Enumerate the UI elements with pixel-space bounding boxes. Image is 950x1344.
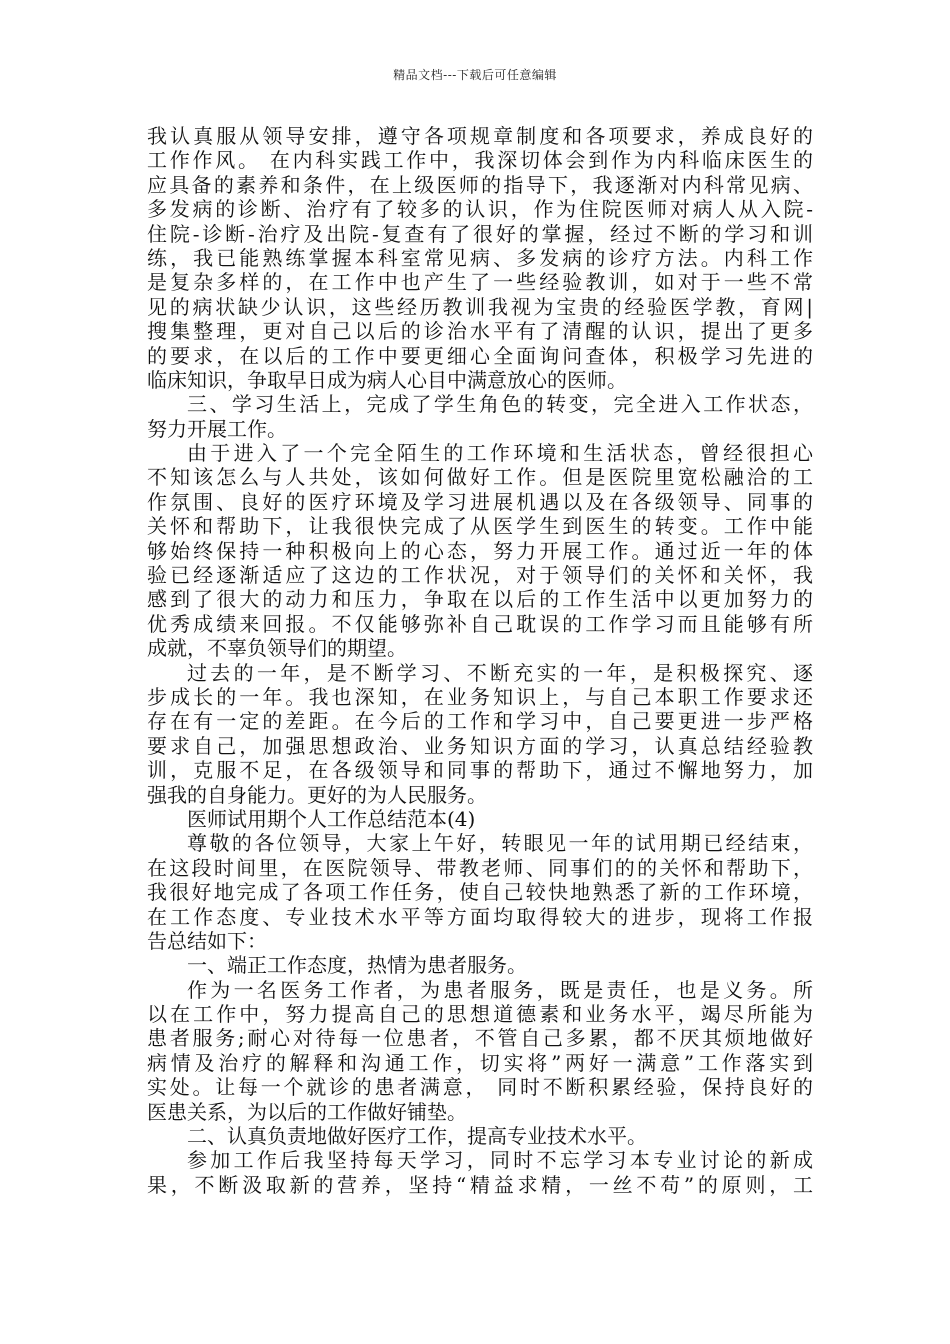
text-line: 存在有一定的差距。在今后的工作和学习中，自己要更进一步严格: [147, 709, 813, 734]
text-line: 果，不断汲取新的营养，坚持“精益求精，一丝不苟”的原则，工: [147, 1172, 813, 1197]
text-line: 病情及治疗的解释和沟通工作，切实将”两好一满意”工作落实到: [147, 1050, 813, 1075]
text-line: 是复杂多样的，在工作中也产生了一些经验教训，如对于一些不常: [147, 270, 813, 295]
text-line: 不知该怎么与人共处，该如何做好工作。但是医院里宽松融洽的工: [147, 465, 813, 490]
text-line: 作为一名医务工作者，为患者服务，既是责任，也是义务。所: [187, 977, 813, 1002]
text-line: 搜集整理，更对自己以后的诊治水平有了清醒的认识，提出了更多: [147, 319, 813, 344]
text-line: 临床知识，争取早日成为病人心目中满意放心的医师。: [147, 367, 627, 392]
text-line: 见的病状缺少认识，这些经历教训我视为宝贵的经验医学教，育网|: [147, 294, 813, 319]
text-line: 患者服务;耐心对待每一位患者，不管自己多累，都不厌其烦地做好: [147, 1026, 813, 1051]
text-line: 医患关系，为以后的工作做好铺垫。: [147, 1099, 467, 1124]
text-line: 成就，不辜负领导们的期望。: [147, 636, 407, 661]
text-line: 由于进入了一个完全陌生的工作环境和生活状态，曾经很担心: [187, 441, 813, 466]
page-header: 精品文档---下载后可任意编辑: [393, 68, 557, 82]
text-line: 努力开展工作。: [147, 416, 287, 441]
text-line: 够始终保持一种积极向上的心态，努力开展工作。通过近一年的体: [147, 538, 813, 563]
text-line: 验已经逐渐适应了这边的工作状况，对于领导们的关怀和关怀，我: [147, 563, 813, 588]
text-line: 作氛围、良好的医疗环境及学习进展机遇以及在各级领导、同事的: [147, 489, 813, 514]
text-line: 住院-诊断-治疗及出院-复查有了很好的掌握，经过不断的学习和训: [147, 221, 813, 246]
text-line: 多发病的诊断、治疗有了较多的认识，作为住院医师对病人从入院-: [147, 197, 813, 222]
text-line: 感到了很大的动力和压力，争取在以后的工作生活中以更加努力的: [147, 587, 813, 612]
text-line: 尊敬的各位领导，大家上午好，转眼见一年的试用期已经结束，: [187, 831, 813, 856]
text-line: 二、认真负责地做好医疗工作，提高专业技术水平。: [187, 1124, 647, 1149]
text-line: 在工作态度、专业技术水平等方面均取得较大的进步，现将工作报: [147, 904, 813, 929]
text-line: 应具备的素养和条件，在上级医师的指导下，我逐渐对内科常见病、: [147, 172, 813, 197]
text-line: 工作作风。 在内科实践工作中，我深切体会到作为内科临床医生的: [147, 148, 813, 173]
text-line: 练，我已能熟练掌握本科室常见病、多发病的诊疗方法。内科工作: [147, 245, 813, 270]
text-line: 以在工作中，努力提高自己的思想道德素和业务水平，竭尽所能为: [147, 1002, 813, 1027]
text-line: 强我的自身能力。更好的为人民服务。: [147, 782, 487, 807]
text-line: 实处。让每一个就诊的患者满意， 同时不断积累经验，保持良好的: [147, 1075, 813, 1100]
text-line: 训，克服不足，在各级领导和同事的帮助下，通过不懈地努力，加: [147, 758, 813, 783]
text-line: 我认真服从领导安排，遵守各项规章制度和各项要求，养成良好的: [147, 124, 813, 148]
text-line: 步成长的一年。我也深知，在业务知识上，与自己本职工作要求还: [147, 684, 813, 709]
text-line: 关怀和帮助下，让我很快完成了从医学生到医生的转变。工作中能: [147, 514, 813, 539]
text-line: 三、学习生活上，完成了学生角色的转变，完全进入工作状态，: [187, 392, 813, 417]
text-line: 我很好地完成了各项工作任务，使自己较快地熟悉了新的工作环境，: [147, 880, 813, 905]
text-line: 参加工作后我坚持每天学习，同时不忘学习本专业讨论的新成: [187, 1148, 813, 1173]
text-line: 的要求，在以后的工作中要更细心全面询问查体，积极学习先进的: [147, 343, 813, 368]
text-line: 在这段时间里，在医院领导、带教老师、同事们的的关怀和帮助下，: [147, 855, 813, 880]
text-line: 告总结如下：: [147, 928, 267, 953]
text-line: 过去的一年，是不断学习、不断充实的一年，是积极探究、逐: [187, 660, 813, 685]
text-line: 要求自己，加强思想政治、业务知识方面的学习，认真总结经验教: [147, 733, 813, 758]
text-line: 医师试用期个人工作总结范本(4): [187, 806, 476, 831]
text-line: 一、端正工作态度，热情为患者服务。: [187, 953, 527, 978]
text-line: 优秀成绩来回报。不仅能够弥补自己耽误的工作学习而且能够有所: [147, 611, 813, 636]
body-text: [147, 124, 813, 1197]
